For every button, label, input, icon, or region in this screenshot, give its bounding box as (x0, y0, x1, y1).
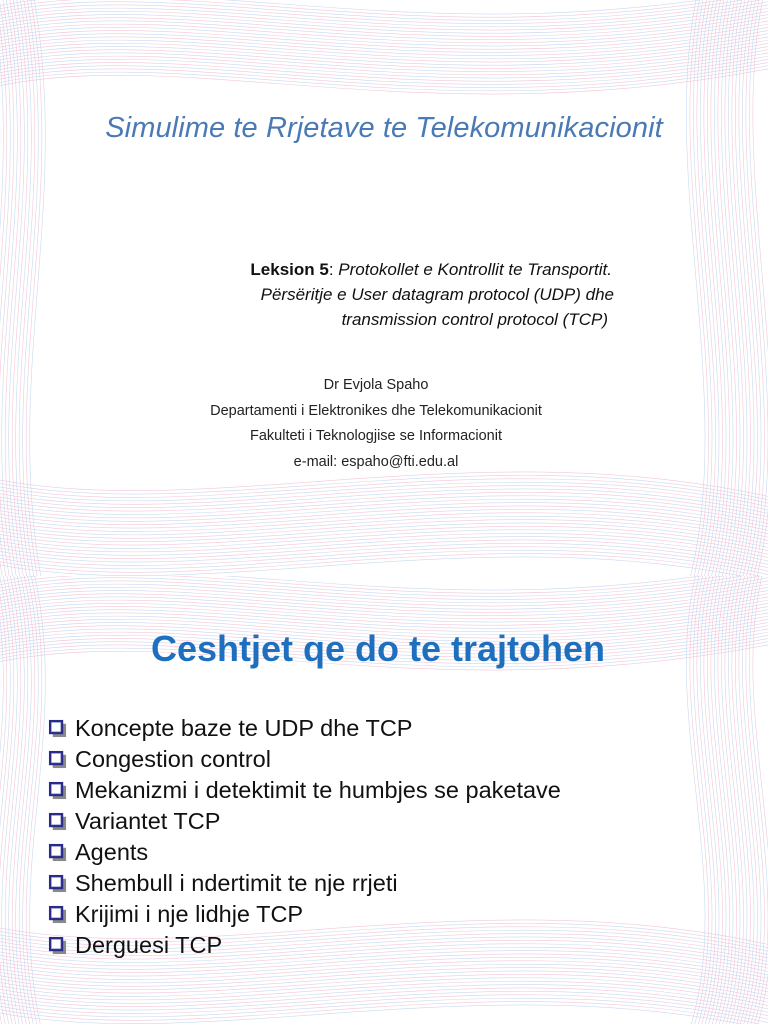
author-block (0, 373, 752, 475)
topic-item (48, 775, 561, 806)
topic-text: Krijimi i nje lidhje TCP (75, 901, 304, 927)
lesson-colon: : (328, 260, 334, 279)
square-bullet-icon (48, 874, 67, 893)
square-bullet-icon (48, 781, 67, 800)
topic-item (48, 744, 561, 775)
topic-text: Congestion control (75, 746, 271, 772)
lesson-label: Leksion 5 (250, 260, 329, 279)
topic-item (48, 806, 561, 837)
faculty-name: Fakulteti i Teknologjise se Informacionit (250, 428, 502, 444)
topics-list (48, 713, 561, 961)
square-bullet-icon (48, 843, 67, 862)
department-name: Departamenti i Elektronikes dhe Telekomunikacionit (210, 402, 542, 419)
square-bullet-icon (48, 905, 67, 924)
topic-item (48, 930, 561, 961)
topic-item (48, 713, 561, 744)
square-bullet-icon (48, 812, 67, 831)
square-bullet-icon (48, 719, 67, 738)
lesson-subtitle (160, 257, 620, 332)
lesson-line1-text: Protokollet e Kontrollit te Transportit. (333, 260, 612, 279)
topic-item (48, 837, 561, 868)
square-bullet-icon (48, 750, 67, 769)
topic-text: Variantet TCP (75, 808, 221, 834)
topic-text: Agents (75, 839, 149, 865)
slide-title: Ceshtjet qe do te trajtohen (150, 628, 606, 669)
author-name: Dr Evjola Spaho (323, 377, 429, 393)
topic-item (48, 899, 561, 930)
topic-text: Shembull i ndertimit te nje rrjeti (75, 870, 398, 896)
presentation-title: Simulime te Rrjetave te Telekomunikacionit (105, 112, 663, 144)
slide-2 (0, 576, 768, 1024)
lesson-line2-text: Përsëritje e User datagram protocol (UDP) dhe (260, 285, 614, 304)
author-email: e-mail: espaho@fti.edu.al (293, 453, 459, 470)
topic-item (48, 868, 561, 899)
topic-text: Derguesi TCP (75, 932, 223, 958)
topic-text: Mekanizmi i detektimit te humbjes se paketave (75, 777, 561, 803)
square-bullet-icon (48, 936, 67, 955)
lesson-line3-text: transmission control protocol (TCP) (341, 310, 608, 329)
topic-text: Koncepte baze te UDP dhe TCP (75, 715, 413, 741)
